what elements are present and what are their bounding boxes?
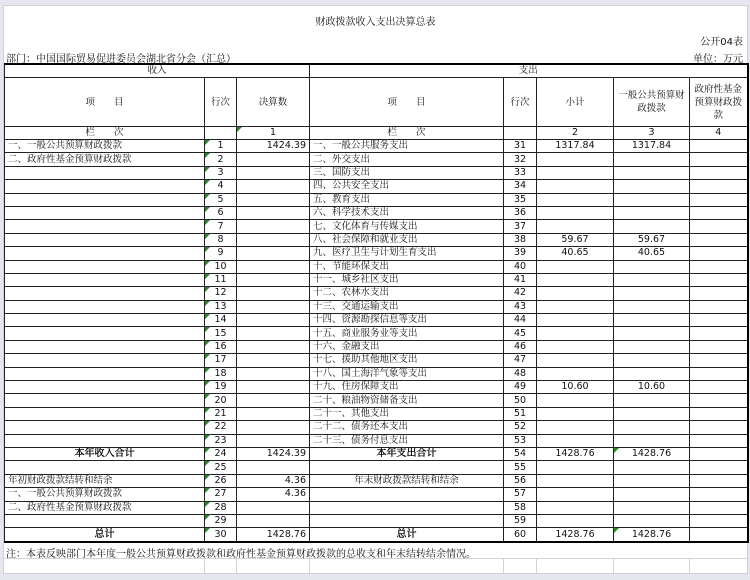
cell-gov-fund[interactable]	[690, 314, 748, 327]
cell-income-item[interactable]	[5, 260, 205, 273]
cell-general-budget[interactable]	[614, 461, 690, 474]
cell-income-item[interactable]	[5, 166, 205, 179]
header-expense-item: 项 目	[310, 78, 504, 127]
cell-income-line[interactable]: 21	[205, 407, 237, 420]
cell-income-line[interactable]: 26	[205, 474, 237, 487]
cell-income-amount[interactable]	[237, 233, 310, 246]
cell-expense-item[interactable]: 十六、金融支出	[310, 340, 504, 353]
cell-income-item[interactable]	[5, 300, 205, 313]
cell-subtotal[interactable]	[537, 394, 614, 407]
cell-income-line[interactable]: 6	[205, 206, 237, 219]
cell-general-budget[interactable]	[614, 434, 690, 447]
cell-income-item[interactable]: 二、政府性基金预算财政拨款	[5, 153, 205, 166]
cell-general-budget[interactable]	[614, 153, 690, 166]
cell-gov-fund[interactable]	[690, 514, 748, 527]
cell-general-budget[interactable]	[614, 327, 690, 340]
table-row	[5, 166, 748, 179]
cell-income-line[interactable]: 12	[205, 287, 237, 300]
cell-gov-fund[interactable]	[690, 220, 748, 233]
table-row	[5, 153, 748, 166]
cell-income-item[interactable]	[5, 421, 205, 434]
cell-expense-line[interactable]: 39	[504, 247, 537, 260]
cell-income-item[interactable]: 一、一般公共预算财政拨款	[5, 140, 205, 153]
cell-income-item[interactable]	[5, 247, 205, 260]
cell-income-line[interactable]: 10	[205, 260, 237, 273]
cell-gov-fund[interactable]	[690, 180, 748, 193]
cell-gov-fund[interactable]	[690, 474, 748, 487]
cell-expense-item[interactable]: 七、文化体育与传媒支出	[310, 220, 504, 233]
cell-expense-item[interactable]	[310, 501, 504, 514]
cell-income-amount[interactable]	[237, 381, 310, 394]
cell-general-budget[interactable]: 10.60	[614, 381, 690, 394]
cell-general-budget[interactable]	[614, 501, 690, 514]
cell-expense-line[interactable]: 31	[504, 140, 537, 153]
column-number-label: 栏 次	[5, 127, 205, 140]
cell-income-amount[interactable]	[237, 247, 310, 260]
form-number: 公开04表	[700, 37, 743, 48]
cell-general-budget[interactable]	[614, 340, 690, 353]
column-number-1: 1	[237, 127, 310, 140]
cell-general-budget[interactable]: 1428.76	[614, 528, 690, 542]
header-gov-fund: 政府性基金预算财政拨款	[690, 78, 748, 127]
cell-income-amount[interactable]: 1424.39	[237, 447, 310, 460]
cell-gov-fund[interactable]	[690, 421, 748, 434]
table-row	[5, 488, 748, 501]
cell-expense-line[interactable]: 44	[504, 314, 537, 327]
cell-income-item[interactable]	[5, 367, 205, 380]
cell-income-amount[interactable]: 4.36	[237, 488, 310, 501]
table-row	[5, 367, 748, 380]
cell-subtotal[interactable]	[537, 166, 614, 179]
cell-gov-fund[interactable]	[690, 300, 748, 313]
cell-general-budget[interactable]	[614, 488, 690, 501]
column-number-expense-label: 栏 次	[310, 127, 504, 140]
cell-income-line[interactable]: 5	[205, 193, 237, 206]
cell-income-item[interactable]	[5, 327, 205, 340]
cell-expense-item[interactable]: 十八、国土海洋气象等支出	[310, 367, 504, 380]
cell-income-line[interactable]: 1	[205, 140, 237, 153]
cell-expense-line[interactable]: 51	[504, 407, 537, 420]
cell-income-line[interactable]: 11	[205, 273, 237, 286]
cell-general-budget[interactable]	[614, 421, 690, 434]
cell-expense-line[interactable]: 34	[504, 180, 537, 193]
cell-gov-fund[interactable]	[690, 260, 748, 273]
cell-income-line[interactable]: 13	[205, 300, 237, 313]
cell-expense-item[interactable]: 六、科学技术支出	[310, 206, 504, 219]
table-row	[5, 474, 748, 487]
cell-general-budget[interactable]	[614, 206, 690, 219]
header-general-budget: 一般公共预算财政拨款	[614, 78, 690, 127]
cell-income-amount[interactable]	[237, 461, 310, 474]
cell-income-line[interactable]: 2	[205, 153, 237, 166]
cell-subtotal[interactable]	[537, 367, 614, 380]
cell-income-amount[interactable]	[237, 340, 310, 353]
table-row	[5, 193, 748, 206]
cell-expense-item[interactable]: 九、医疗卫生与计划生育支出	[310, 247, 504, 260]
cell-subtotal[interactable]	[537, 260, 614, 273]
cell-expense-line[interactable]: 52	[504, 421, 537, 434]
cell-subtotal[interactable]	[537, 193, 614, 206]
cell-income-amount[interactable]	[237, 180, 310, 193]
cell-gov-fund[interactable]	[690, 354, 748, 367]
cell-gov-fund[interactable]	[690, 394, 748, 407]
cell-subtotal[interactable]: 1428.76	[537, 447, 614, 460]
cell-income-line[interactable]: 7	[205, 220, 237, 233]
cell-subtotal[interactable]: 40.65	[537, 247, 614, 260]
cell-subtotal[interactable]	[537, 340, 614, 353]
cell-income-line[interactable]: 19	[205, 381, 237, 394]
cell-general-budget[interactable]	[614, 407, 690, 420]
cell-expense-item[interactable]: 十三、交通运输支出	[310, 300, 504, 313]
cell-income-item[interactable]	[5, 314, 205, 327]
cell-general-budget[interactable]	[614, 166, 690, 179]
cell-expense-line[interactable]: 41	[504, 273, 537, 286]
cell-income-amount[interactable]	[237, 514, 310, 527]
cell-general-budget[interactable]	[614, 193, 690, 206]
cell-income-item[interactable]	[5, 381, 205, 394]
cell-gov-fund[interactable]	[690, 461, 748, 474]
cell-subtotal[interactable]: 1428.76	[537, 528, 614, 542]
cell-general-budget[interactable]	[614, 180, 690, 193]
table-row	[5, 273, 748, 286]
cell-general-budget[interactable]	[614, 260, 690, 273]
cell-expense-item[interactable]	[310, 514, 504, 527]
cell-general-budget[interactable]: 1428.76	[614, 447, 690, 460]
cell-subtotal[interactable]: 1317.84	[537, 140, 614, 153]
cell-income-line[interactable]: 22	[205, 421, 237, 434]
cell-income-item[interactable]: 年初财政拨款结转和结余	[5, 474, 205, 487]
cell-expense-line[interactable]: 33	[504, 166, 537, 179]
table-row	[5, 287, 748, 300]
cell-expense-item[interactable]: 总计	[310, 528, 504, 542]
cell-income-line[interactable]: 14	[205, 314, 237, 327]
report-title: 财政拨款收入支出决算总表	[315, 17, 436, 28]
cell-gov-fund[interactable]	[690, 206, 748, 219]
header-income-line: 行次	[205, 78, 237, 127]
cell-subtotal[interactable]	[537, 180, 614, 193]
table-row	[5, 354, 748, 367]
cell-income-line[interactable]: 30	[205, 528, 237, 542]
unit-label: 单位：万元	[693, 54, 743, 65]
cell-expense-item[interactable]: 二十三、债务付息支出	[310, 434, 504, 447]
cell-general-budget[interactable]: 1317.84	[614, 140, 690, 153]
cell-income-item[interactable]	[5, 193, 205, 206]
cell-expense-line[interactable]: 57	[504, 488, 537, 501]
cell-gov-fund[interactable]	[690, 153, 748, 166]
cell-income-amount[interactable]	[237, 501, 310, 514]
column-number-4: 4	[690, 127, 748, 140]
cell-expense-line[interactable]: 58	[504, 501, 537, 514]
cell-income-amount[interactable]	[237, 220, 310, 233]
table-row	[5, 340, 748, 353]
cell-income-amount[interactable]	[237, 153, 310, 166]
cell-income-amount[interactable]	[237, 300, 310, 313]
cell-expense-item[interactable]: 三、国防支出	[310, 166, 504, 179]
cell-expense-item[interactable]: 十九、住房保障支出	[310, 381, 504, 394]
section-income-header: 收入	[5, 64, 310, 78]
table-row	[5, 247, 748, 260]
spreadsheet-sheet	[3, 5, 748, 574]
cell-income-amount[interactable]	[237, 421, 310, 434]
cell-expense-line[interactable]: 59	[504, 514, 537, 527]
cell-expense-item[interactable]: 十二、农林水支出	[310, 287, 504, 300]
cell-expense-line[interactable]: 50	[504, 394, 537, 407]
cell-subtotal[interactable]	[537, 434, 614, 447]
cell-subtotal[interactable]	[537, 153, 614, 166]
cell-subtotal[interactable]	[537, 514, 614, 527]
cell-general-budget[interactable]: 40.65	[614, 247, 690, 260]
cell-income-line[interactable]: 24	[205, 447, 237, 460]
cell-expense-line[interactable]: 45	[504, 327, 537, 340]
cell-general-budget[interactable]	[614, 474, 690, 487]
cell-income-amount[interactable]	[237, 314, 310, 327]
cell-income-line[interactable]: 27	[205, 488, 237, 501]
cell-expense-item[interactable]	[310, 488, 504, 501]
cell-income-item[interactable]	[5, 354, 205, 367]
cell-income-line[interactable]: 9	[205, 247, 237, 260]
cell-income-item[interactable]	[5, 340, 205, 353]
section-expense-header: 支出	[310, 64, 748, 78]
table-row	[5, 220, 748, 233]
cell-subtotal[interactable]	[537, 314, 614, 327]
cell-subtotal[interactable]: 10.60	[537, 381, 614, 394]
cell-income-amount[interactable]	[237, 287, 310, 300]
cell-gov-fund[interactable]	[690, 193, 748, 206]
cell-general-budget[interactable]	[614, 314, 690, 327]
cell-income-item[interactable]	[5, 180, 205, 193]
cell-gov-fund[interactable]	[690, 501, 748, 514]
cell-income-item[interactable]	[5, 434, 205, 447]
fiscal-summary-table	[4, 63, 749, 543]
header-expense-line: 行次	[504, 78, 537, 127]
cell-general-budget[interactable]	[614, 514, 690, 527]
cell-expense-item[interactable]: 十五、商业服务业等支出	[310, 327, 504, 340]
cell-subtotal[interactable]	[537, 501, 614, 514]
cell-gov-fund[interactable]	[690, 381, 748, 394]
table-row	[5, 528, 748, 542]
table-row	[5, 407, 748, 420]
cell-income-amount[interactable]	[237, 434, 310, 447]
header-income-item: 项 目	[5, 78, 205, 127]
header-income-amount: 决算数	[237, 78, 310, 127]
cell-income-item[interactable]	[5, 273, 205, 286]
cell-general-budget[interactable]	[614, 300, 690, 313]
cell-income-line[interactable]: 8	[205, 233, 237, 246]
cell-income-amount[interactable]: 4.36	[237, 474, 310, 487]
cell-expense-item[interactable]	[310, 461, 504, 474]
cell-subtotal[interactable]	[537, 407, 614, 420]
cell-gov-fund[interactable]	[690, 340, 748, 353]
cell-expense-item[interactable]: 十一、城乡社区支出	[310, 273, 504, 286]
cell-income-amount[interactable]	[237, 206, 310, 219]
cell-expense-line[interactable]: 37	[504, 220, 537, 233]
cell-general-budget[interactable]: 59.67	[614, 233, 690, 246]
cell-gov-fund[interactable]	[690, 407, 748, 420]
cell-subtotal[interactable]	[537, 354, 614, 367]
cell-general-budget[interactable]	[614, 354, 690, 367]
cell-income-amount[interactable]: 1428.76	[237, 528, 310, 542]
cell-expense-item[interactable]: 年末财政拨款结转和结余	[310, 474, 504, 487]
cell-expense-line[interactable]: 49	[504, 381, 537, 394]
cell-income-line[interactable]: 28	[205, 501, 237, 514]
cell-expense-item[interactable]: 五、教育支出	[310, 193, 504, 206]
table-row	[5, 394, 748, 407]
cell-income-line[interactable]: 25	[205, 461, 237, 474]
cell-income-item[interactable]	[5, 407, 205, 420]
table-row	[5, 447, 748, 460]
cell-expense-line[interactable]: 43	[504, 300, 537, 313]
cell-income-amount[interactable]	[237, 367, 310, 380]
cell-expense-line[interactable]: 47	[504, 354, 537, 367]
cell-subtotal[interactable]	[537, 421, 614, 434]
cell-expense-item[interactable]: 十、节能环保支出	[310, 260, 504, 273]
cell-expense-line[interactable]: 35	[504, 193, 537, 206]
cell-general-budget[interactable]	[614, 287, 690, 300]
column-number-blank	[504, 127, 537, 140]
footnote: 注：本表反映部门本年度一般公共预算财政拨款和政府性基金预算财政拨款的总收支和年末结转结余情况。	[6, 549, 476, 560]
table-row	[5, 140, 748, 153]
cell-subtotal[interactable]	[537, 474, 614, 487]
cell-expense-line[interactable]: 48	[504, 367, 537, 380]
cell-gov-fund[interactable]	[690, 528, 748, 542]
table-row	[5, 381, 748, 394]
cell-income-item[interactable]: 总计	[5, 528, 205, 542]
cell-income-line[interactable]: 16	[205, 340, 237, 353]
cell-income-amount[interactable]	[237, 166, 310, 179]
column-number-3: 3	[614, 127, 690, 140]
cell-income-item[interactable]	[5, 461, 205, 474]
cell-gov-fund[interactable]	[690, 327, 748, 340]
cell-subtotal[interactable]	[537, 300, 614, 313]
cell-expense-item[interactable]: 二、外交支出	[310, 153, 504, 166]
cell-income-item[interactable]	[5, 220, 205, 233]
cell-expense-line[interactable]: 42	[504, 287, 537, 300]
cell-income-line[interactable]: 3	[205, 166, 237, 179]
department-label: 部门：中国国际贸易促进委员会湖北省分会（汇总）	[6, 54, 236, 65]
cell-gov-fund[interactable]	[690, 166, 748, 179]
cell-income-line[interactable]: 17	[205, 354, 237, 367]
cell-expense-item[interactable]: 十四、资源勘探信息等支出	[310, 314, 504, 327]
cell-income-line[interactable]: 29	[205, 514, 237, 527]
cell-gov-fund[interactable]	[690, 273, 748, 286]
cell-income-amount[interactable]	[237, 407, 310, 420]
cell-income-line[interactable]: 18	[205, 367, 237, 380]
table-row	[5, 434, 748, 447]
column-number-blank	[205, 127, 237, 140]
cell-income-item[interactable]	[5, 514, 205, 527]
cell-expense-line[interactable]: 38	[504, 233, 537, 246]
cell-income-amount[interactable]	[237, 327, 310, 340]
cell-gov-fund[interactable]	[690, 447, 748, 460]
cell-income-line[interactable]: 20	[205, 394, 237, 407]
cell-gov-fund[interactable]	[690, 367, 748, 380]
cell-income-item[interactable]: 本年收入合计	[5, 447, 205, 460]
cell-expense-line[interactable]: 56	[504, 474, 537, 487]
cell-general-budget[interactable]	[614, 394, 690, 407]
cell-general-budget[interactable]	[614, 220, 690, 233]
cell-income-item[interactable]: 一、一般公共预算财政拨款	[5, 488, 205, 501]
table-row	[5, 314, 748, 327]
cell-income-amount[interactable]	[237, 193, 310, 206]
cell-expense-item[interactable]: 本年支出合计	[310, 447, 504, 460]
cell-income-line[interactable]: 4	[205, 180, 237, 193]
cell-expense-item[interactable]: 八、社会保障和就业支出	[310, 233, 504, 246]
header-subtotal: 小计	[537, 78, 614, 127]
table-row	[5, 514, 748, 527]
table-row	[5, 421, 748, 434]
table-row	[5, 233, 748, 246]
cell-income-line[interactable]: 15	[205, 327, 237, 340]
cell-expense-item[interactable]: 一、一般公共服务支出	[310, 140, 504, 153]
table-row	[5, 180, 748, 193]
cell-gov-fund[interactable]	[690, 233, 748, 246]
table-row	[5, 461, 748, 474]
cell-income-amount[interactable]	[237, 354, 310, 367]
cell-general-budget[interactable]	[614, 273, 690, 286]
table-row	[5, 327, 748, 340]
table-row	[5, 206, 748, 219]
cell-expense-line[interactable]: 46	[504, 340, 537, 353]
cell-expense-item[interactable]: 二十二、债务还本支出	[310, 421, 504, 434]
table-row	[5, 260, 748, 273]
table-row	[5, 501, 748, 514]
cell-subtotal[interactable]	[537, 220, 614, 233]
cell-expense-line[interactable]: 55	[504, 461, 537, 474]
cell-gov-fund[interactable]	[690, 140, 748, 153]
cell-subtotal[interactable]	[537, 488, 614, 501]
cell-income-item[interactable]	[5, 233, 205, 246]
cell-expense-item[interactable]: 二十一、其他支出	[310, 407, 504, 420]
cell-subtotal[interactable]	[537, 206, 614, 219]
cell-income-item[interactable]	[5, 394, 205, 407]
cell-expense-line[interactable]: 60	[504, 528, 537, 542]
cell-income-amount[interactable]	[237, 260, 310, 273]
cell-gov-fund[interactable]	[690, 434, 748, 447]
cell-expense-item[interactable]: 二十、粮油物资储备支出	[310, 394, 504, 407]
cell-expense-line[interactable]: 40	[504, 260, 537, 273]
cell-income-line[interactable]: 23	[205, 434, 237, 447]
cell-income-item[interactable]	[5, 287, 205, 300]
cell-expense-line[interactable]: 36	[504, 206, 537, 219]
cell-income-amount[interactable]	[237, 273, 310, 286]
cell-income-item[interactable]: 二、政府性基金预算财政拨款	[5, 501, 205, 514]
cell-expense-item[interactable]: 四、公共安全支出	[310, 180, 504, 193]
cell-subtotal[interactable]	[537, 287, 614, 300]
cell-expense-line[interactable]: 54	[504, 447, 537, 460]
cell-expense-line[interactable]: 53	[504, 434, 537, 447]
table-row	[5, 300, 748, 313]
cell-subtotal[interactable]: 59.67	[537, 233, 614, 246]
cell-subtotal[interactable]	[537, 461, 614, 474]
cell-expense-line[interactable]: 32	[504, 153, 537, 166]
cell-gov-fund[interactable]	[690, 287, 748, 300]
cell-subtotal[interactable]	[537, 327, 614, 340]
cell-gov-fund[interactable]	[690, 488, 748, 501]
cell-gov-fund[interactable]	[690, 247, 748, 260]
empty-grid-row	[4, 558, 747, 573]
column-number-2: 2	[537, 127, 614, 140]
cell-income-amount[interactable]: 1424.39	[237, 140, 310, 153]
cell-expense-item[interactable]: 十七、援助其他地区支出	[310, 354, 504, 367]
cell-income-item[interactable]	[5, 206, 205, 219]
cell-subtotal[interactable]	[537, 273, 614, 286]
cell-general-budget[interactable]	[614, 367, 690, 380]
cell-income-amount[interactable]	[237, 394, 310, 407]
